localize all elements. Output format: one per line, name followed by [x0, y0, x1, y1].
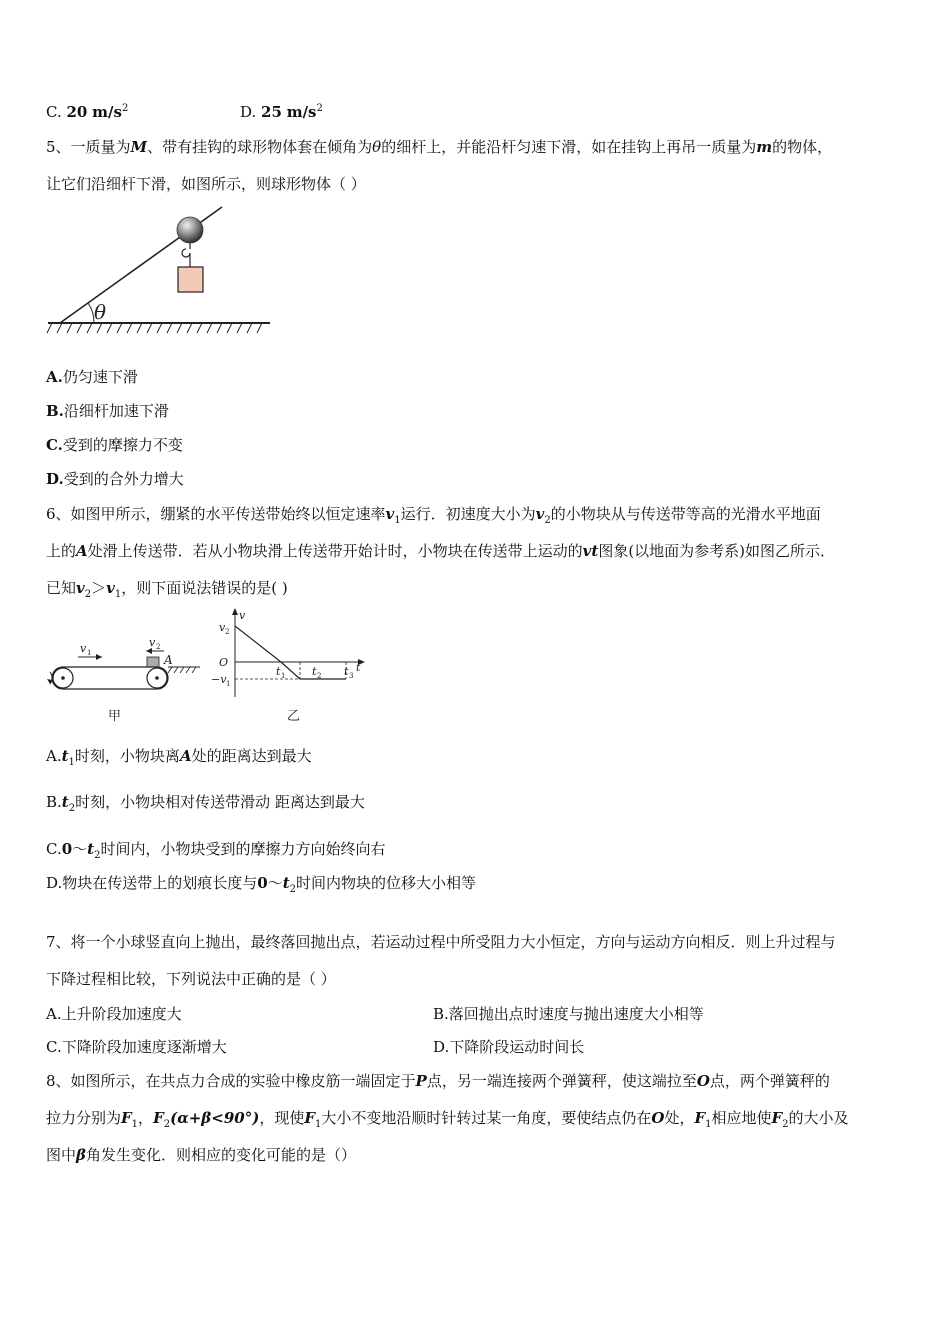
q6-option-a [46, 746, 312, 766]
option-text: 物块在传送带上的划痕长度与 [62, 874, 258, 892]
var-m: m [756, 138, 773, 156]
q5-option-c [46, 435, 183, 455]
q7-stem-line1: 7、将一个小球竖直向上抛出，最终落回抛出点，若运动过程中所受阻力大小恒定，方向与运动方向相反．则上升过程与 [46, 933, 836, 951]
text: ，则下面说法错误的是( ) [121, 579, 288, 597]
text: ， [138, 1109, 154, 1127]
text: 、带有挂钩的球形物体套在倾角为 [147, 138, 373, 156]
option-key: A. [46, 747, 62, 765]
var-v: v [385, 505, 395, 523]
q8-stem-line2 [46, 1108, 849, 1128]
hanging-block [178, 267, 203, 292]
option-key: D. [240, 103, 257, 121]
text: 相应地使 [711, 1109, 772, 1127]
subscript: 2 [84, 589, 92, 600]
caption-yi: 乙 [287, 709, 301, 724]
var-t: t [61, 793, 69, 811]
svg-text:t: t [312, 665, 317, 678]
q4-option-c [46, 102, 128, 122]
text: 5、一质量为 [46, 138, 131, 156]
option-text: 时间内，小物块受到的摩擦力方向始终向右 [100, 840, 386, 858]
svg-text:t: t [344, 665, 349, 678]
option-text: 时刻，小物块相对传送带滑动 距离达到最大 [75, 793, 365, 811]
vt-curve [235, 626, 346, 679]
option-key: B. [46, 402, 64, 420]
text: 大小不变地沿顺时针转过某一角度，要使结点仍在 [321, 1109, 652, 1127]
option-key: D. [46, 874, 63, 892]
q5-stem-line2: 让它们沿细杆下滑，如图所示，则球形物体（ ） [46, 175, 366, 193]
option-text: 下降阶段加速度逐渐增大 [61, 1038, 227, 1056]
option-key: A. [46, 1005, 62, 1023]
t-axis-label: t [356, 661, 361, 674]
option-value: 25 [261, 103, 282, 121]
subscript: 2 [782, 1119, 789, 1130]
q5-stem-line1 [46, 137, 832, 157]
unit-exponent: 2 [316, 103, 323, 114]
subscript: 2 [68, 803, 76, 814]
text: 8、如图所示，在共点力合成的实验中橡皮筋一端固定于 [46, 1072, 416, 1090]
subscript: 1 [131, 1119, 139, 1130]
subscript: 1 [114, 589, 122, 600]
caption-jia: 甲 [108, 709, 122, 724]
text: 的大小及 [788, 1109, 849, 1127]
origin-label: O [219, 656, 229, 669]
small-block [147, 657, 159, 667]
unit-exponent: 2 [121, 103, 129, 114]
t3-tick-label [344, 665, 353, 680]
subscript: 2 [544, 515, 551, 526]
option-unit: m/s [286, 103, 317, 121]
var-F: F [121, 1109, 132, 1127]
q5-option-a [46, 367, 138, 387]
option-text: 时间内物块的位移大小相等 [296, 874, 477, 892]
var-M: M [130, 138, 148, 156]
zero: 0 [61, 840, 73, 858]
zero: 0 [257, 874, 268, 892]
option-key: C. [46, 103, 62, 121]
text: 角发生变化．则相应的变化可能的是（） [85, 1146, 356, 1164]
svg-text:v: v [219, 621, 226, 634]
q4-option-d [240, 102, 323, 122]
svg-text:1: 1 [87, 649, 92, 657]
option-key: D. [433, 1038, 450, 1056]
var-t: t [61, 747, 69, 765]
q6-figure-conveyor [40, 630, 205, 730]
option-text: 处的距离达到最大 [191, 747, 312, 765]
point-A-label: A [164, 653, 173, 667]
option-key: D. [46, 470, 64, 488]
text: 点，另一端连接两个弹簧秤，使这端拉至 [426, 1072, 697, 1090]
text: 的细杆上，并能沿杆匀速下滑，如在挂钩上再吊一质量为 [381, 138, 757, 156]
svg-text:2: 2 [225, 628, 230, 636]
q7-option-b [433, 1004, 704, 1024]
q6-option-d [46, 873, 476, 893]
t1-tick-label [276, 665, 285, 680]
option-key: B. [433, 1005, 449, 1023]
var-beta: β [76, 1146, 86, 1164]
option-key: B. [46, 793, 62, 811]
v1-arrowhead [96, 654, 102, 660]
q7-option-c [46, 1037, 227, 1057]
angle-theta-label: θ [94, 300, 107, 324]
text: 上的 [46, 542, 77, 560]
option-value: 20 [66, 103, 88, 121]
svg-text:2: 2 [156, 643, 161, 651]
neg-v1-tick-label [211, 673, 230, 688]
text: ，现使 [259, 1109, 305, 1127]
text: ＞ [91, 579, 107, 597]
var-F: F [694, 1109, 706, 1127]
q5-figure-incline [46, 200, 276, 340]
option-text: 落回抛出点时速度与抛出速度大小相等 [448, 1005, 704, 1023]
subscript: 2 [94, 850, 101, 861]
var-O: O [696, 1072, 710, 1090]
var-vt: vt [582, 542, 599, 560]
var-F: F [304, 1109, 315, 1127]
q7-option-d [433, 1037, 584, 1057]
v-axis-label: v [239, 609, 246, 622]
tilde: ～ [72, 840, 88, 858]
var-F: F [771, 1109, 783, 1127]
t2-tick-label [312, 665, 321, 680]
option-unit: m/s [92, 103, 122, 121]
subscript: 1 [394, 515, 401, 526]
option-text: 上升阶段加速度大 [61, 1005, 182, 1023]
option-text: 受到的摩擦力不变 [62, 436, 183, 454]
var-P: P [415, 1072, 427, 1090]
var-theta: θ [372, 138, 382, 156]
q5-option-b [46, 401, 169, 421]
q6-option-b [46, 792, 365, 812]
var-t: t [87, 840, 95, 858]
option-text: 受到的合外力增大 [63, 470, 184, 488]
q5-option-d [46, 469, 184, 489]
option-key: C. [46, 840, 62, 858]
q7-stem-line2: 下降过程相比较，下列说法中正确的是（ ） [46, 970, 336, 988]
svg-text:v: v [80, 642, 87, 655]
option-key: C. [46, 436, 63, 454]
text: 点，两个弹簧秤的 [709, 1072, 830, 1090]
svg-text:1: 1 [281, 672, 286, 680]
q8-stem-line1 [46, 1071, 830, 1091]
var-v: v [106, 579, 115, 597]
option-text: 下降阶段运动时间长 [449, 1038, 585, 1056]
svg-text:2: 2 [317, 672, 322, 680]
text: 的小物块从与传送带等高的光滑水平地面 [550, 505, 821, 523]
text: 的物体， [772, 138, 833, 156]
subscript: 2 [163, 1119, 171, 1130]
text: 图中 [46, 1146, 77, 1164]
subscript: 1 [314, 1119, 322, 1130]
q6-stem-line1 [46, 504, 821, 524]
option-key: A. [46, 368, 63, 386]
hook [182, 243, 190, 260]
var-A: A [76, 542, 88, 560]
subscript: 2 [289, 884, 297, 895]
subscript: 1 [68, 757, 75, 768]
option-text: 仍匀速下滑 [62, 368, 138, 386]
svg-text:t: t [276, 665, 281, 678]
option-text: 时刻，小物块离 [74, 747, 180, 765]
option-key: C. [46, 1038, 62, 1056]
text: 6、如图甲所示，绷紧的水平传送带始终以恒定速率 [46, 505, 386, 523]
text: 拉力分别为 [46, 1109, 122, 1127]
text: 已知 [46, 579, 77, 597]
q6-stem-line3 [46, 578, 288, 598]
q7-option-a [46, 1004, 182, 1024]
v1-label [80, 642, 91, 657]
svg-text:3: 3 [349, 672, 354, 680]
var-v: v [76, 579, 85, 597]
v2-tick-label [219, 621, 229, 636]
option-text: 沿细杆加速下滑 [63, 402, 169, 420]
q6-figure-vt-graph [205, 605, 370, 730]
svg-text:−v: −v [211, 673, 227, 686]
tilde: ～ [267, 874, 283, 892]
var-O: O [651, 1109, 665, 1127]
ground-line [47, 323, 270, 333]
q6-stem-line2 [46, 541, 835, 561]
ball [177, 217, 203, 243]
subscript: 1 [705, 1119, 712, 1130]
var-F: F [153, 1109, 164, 1127]
angle-condition: (α+β<90°) [170, 1109, 260, 1127]
var-v: v [535, 505, 545, 523]
svg-text:v: v [149, 636, 156, 649]
text: 处， [664, 1109, 695, 1127]
q8-stem-line3 [46, 1145, 356, 1165]
svg-text:1: 1 [226, 680, 231, 688]
text: 图象(以地面为参考系)如图乙所示． [598, 542, 836, 560]
text: 处滑上传送带．若从小物块滑上传送带开始计时，小物块在传送带上运动的 [87, 542, 583, 560]
var-A: A [179, 747, 192, 765]
text: 运行．初速度大小为 [400, 505, 536, 523]
q6-option-c [46, 839, 386, 859]
var-t: t [282, 874, 290, 892]
